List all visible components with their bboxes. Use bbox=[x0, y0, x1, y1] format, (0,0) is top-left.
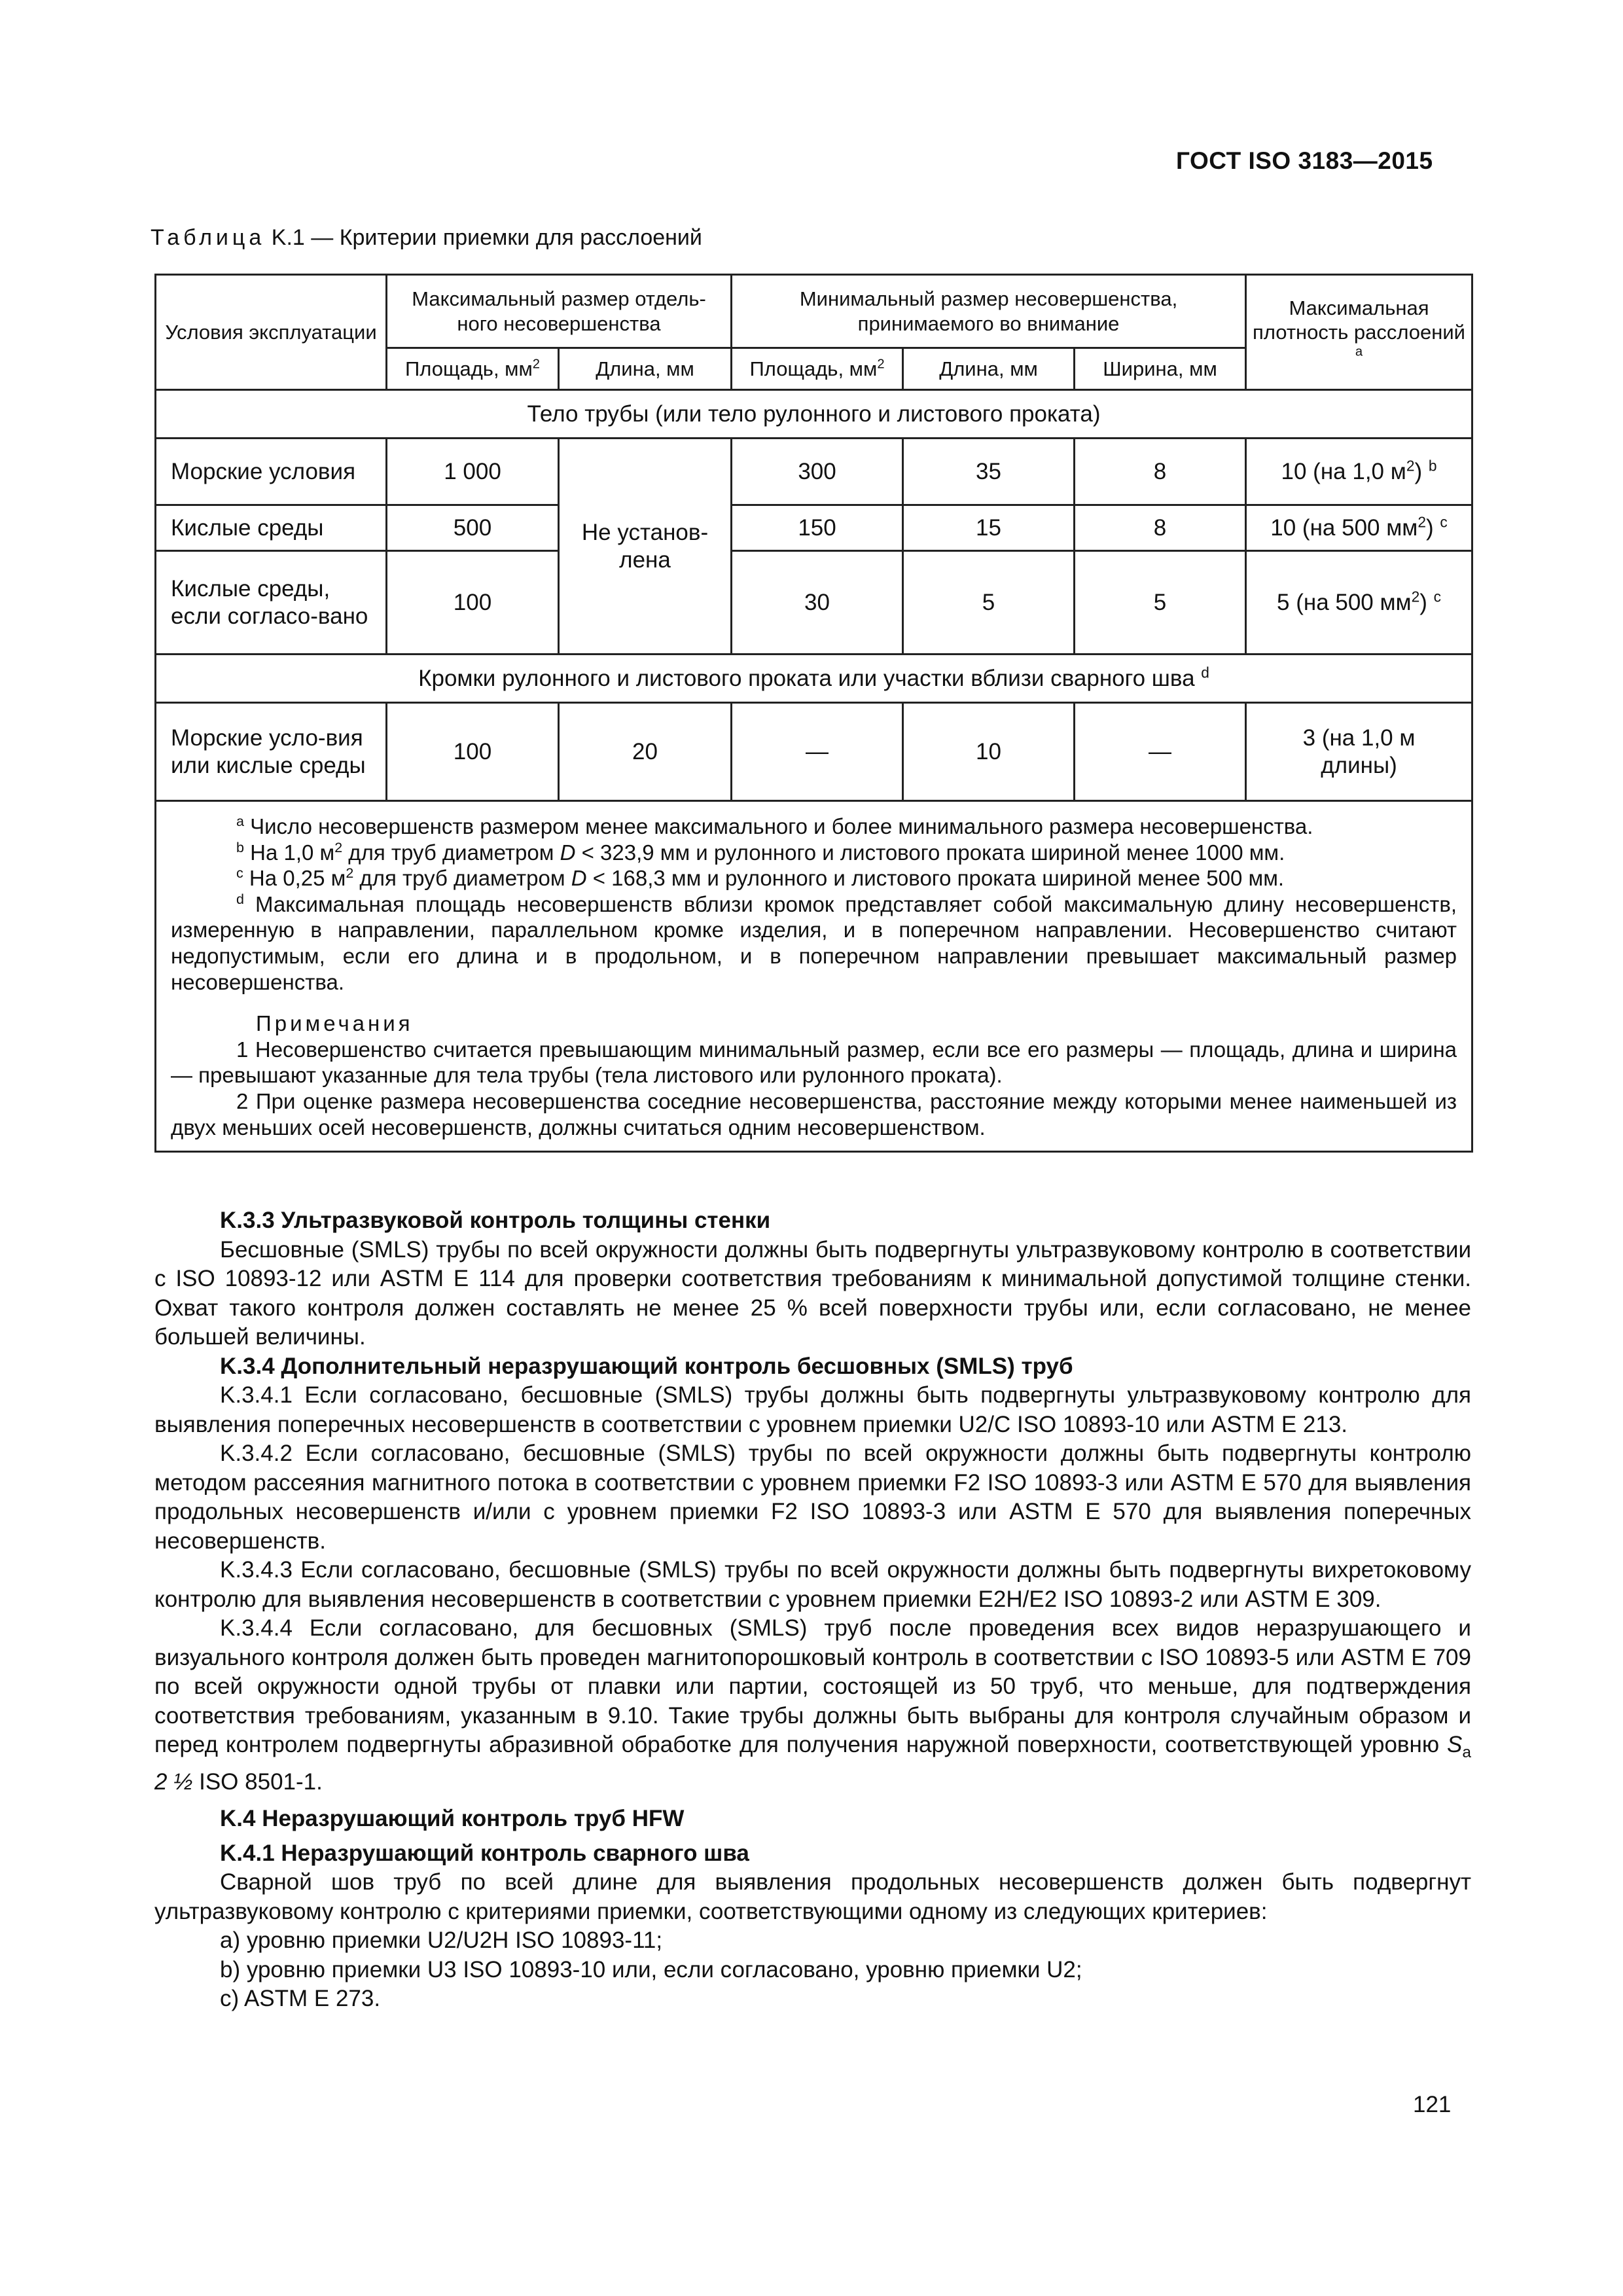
row-length: 20 bbox=[559, 703, 732, 801]
row-density: 3 (на 1,0 м длины) bbox=[1246, 703, 1472, 801]
row-min-width: 5 bbox=[1075, 551, 1246, 655]
page-number: 121 bbox=[1413, 2092, 1452, 2117]
table-row bbox=[156, 505, 1472, 551]
table-row bbox=[156, 551, 1472, 655]
row-min-width: — bbox=[1075, 703, 1246, 801]
row-min-area: — bbox=[732, 703, 903, 801]
row-area: 100 bbox=[387, 551, 559, 655]
table-caption bbox=[151, 225, 702, 251]
note-1: 1 Несовершенство считается превышающим минимальный размер, если все его размеры — площадь, длина и ширина — превышают указанные для тела трубы (тела листового или рулонного проката). bbox=[171, 1037, 1457, 1088]
section-edges: Кромки рулонного и листового проката или участки вблизи сварного шва $^d$ bbox=[156, 655, 1472, 703]
header-length: Длина, мм bbox=[559, 348, 732, 390]
row-condition: Кислые среды, если согласо-вано bbox=[156, 551, 387, 655]
table-caption-title: K.1 — Критерии приемки для расслоений bbox=[271, 225, 702, 250]
row-area: 1 000 bbox=[387, 439, 559, 505]
section-pipe-body: Тело трубы (или тело рулонного и листового проката) bbox=[156, 390, 1472, 439]
table-row bbox=[156, 439, 1472, 505]
row-condition: Кислые среды bbox=[156, 505, 387, 551]
row-min-area: 300 bbox=[732, 439, 903, 505]
row-min-length: 10 bbox=[903, 703, 1075, 801]
header-min-area: Площадь, $мм^2$ bbox=[732, 348, 903, 390]
clause-k344: K.3.4.4 Если согласовано, для бесшовных (SMLS) труб после проведения всех видов неразрушающего и визуального контроля должен быть проведен магнитопорошковый контроль в соответствии с ISO 10893-5 или ASTM E 709 по всей окружности одной трубы от плавки или партии, состоящей из 50 труб, что меньше, для подтверждения соответствия требованиям, указанным в 9.10. Такие трубы должны быть выбраны для контроля случайным образом и перед контролем подвергнуты абразивной обработке для получения наружной поверхности, соответствующей уровню $S_a$ 2 ½ ISO 8501-1. bbox=[154, 1615, 1471, 1795]
row-min-length: 5 bbox=[903, 551, 1075, 655]
document-code: ГОСТ ISO 3183—2015 bbox=[1176, 147, 1433, 174]
header-max-density: Максимальная плотность расслоений $^a$ bbox=[1246, 275, 1472, 390]
row-density: 5 (на 500 $мм^2$) $^c$ bbox=[1246, 551, 1472, 655]
clause-k343: K.3.4.3 Если согласовано, бесшовные (SMLS) трубы по всей окружности должны быть подвергнуты вихретоковому контролю для выявления несовершенств в соответствии с уровнем приемки E2H/E2 ISO 10893-2 или ASTM E 309. bbox=[154, 1557, 1471, 1612]
row-min-area: 150 bbox=[732, 505, 903, 551]
row-area: 500 bbox=[387, 505, 559, 551]
clause-k342: K.3.4.2 Если согласовано, бесшовные (SMLS) трубы по всей окружности должны быть подвергнуты контролю методом рассеяния магнитного потока в соответствии с уровнем приемки F2 ISO 10893-3 или ASTM E 570 для выявления продольных несовершенств и/или с уровнем приемки F2 ISO 10893-3 или ASTM E 570 для выявления поперечных несовершенств. bbox=[154, 1441, 1471, 1554]
list-item: a) уровню приемки U2/U2H ISO 10893-11; bbox=[220, 1928, 663, 1953]
row-min-width: 8 bbox=[1075, 505, 1246, 551]
list-item: c) ASTM E 273. bbox=[220, 1986, 381, 2011]
header-min-length: Длина, мм bbox=[903, 348, 1075, 390]
row-min-length: 15 bbox=[903, 505, 1075, 551]
footnote-b: $^b$ На 1,0 $м^2$ для труб диаметром D < 323,9 мм и рулонного и листового проката шириной менее 1000 мм. bbox=[236, 839, 1285, 865]
section-k33-text: Бесшовные (SMLS) трубы по всей окружности должны быть подвергнуты ультразвуковому контролю в соответствии с ISO 10893-12 или ASTM E 114 для проверки соответствия требованиям к минимальной допустимой толщине стенки. Охват такого контроля должен составлять не менее 25 % всей поверхности трубы или, если согласовано, не менее большей величины. bbox=[154, 1236, 1471, 1350]
body-text bbox=[154, 1206, 1471, 2014]
table-caption-prefix: Таблица bbox=[151, 225, 266, 250]
note-2: 2 При оценке размера несовершенства соседние несовершенства, расстояние между которыми менее наименьшей из двух меньших осей несовершенств, должны считаться одним несовершенством. bbox=[171, 1088, 1457, 1139]
section-k33-title: K.3.3 Ультразвуковой контроль толщины стенки bbox=[220, 1208, 771, 1233]
footnote-a: $^a$ Число несовершенств размером менее максимального и более минимального размера несовершенства. bbox=[236, 814, 1313, 838]
clause-k341: K.3.4.1 Если согласовано, бесшовные (SMLS) трубы должны быть подвергнуты ультразвуковому контролю для выявления поперечных несовершенств в соответствии с уровнем приемки U2/C ISO 10893-10 или ASTM E 213. bbox=[154, 1382, 1471, 1437]
row-min-area: 30 bbox=[732, 551, 903, 655]
header-max-size: Максимальный размер отдель-ного несовершенства bbox=[387, 275, 732, 348]
section-k34-title: K.3.4 Дополнительный неразрушающий контроль бесшовных (SMLS) труб bbox=[220, 1353, 1073, 1379]
notes-title: Примечания bbox=[256, 1011, 414, 1036]
footnote-d: $^d$ Максимальная площадь несовершенств вблизи кромок представляет собой максимальную длину несовершенств, измеренную в направлении, параллельном кромке изделия, и в поперечном направлении. Несовершенство считают недопустимым, если его длина и в продольном, и в поперечном направлении превышает максимальный размер несовершенства. bbox=[171, 891, 1457, 994]
not-set-cell: Не установ-лена bbox=[559, 439, 732, 655]
header-min-size: Минимальный размер несовершенства, принимаемого во внимание bbox=[732, 275, 1246, 348]
row-condition: Морские условия bbox=[156, 439, 387, 505]
row-min-length: 35 bbox=[903, 439, 1075, 505]
section-k4-title: K.4 Неразрушающий контроль труб HFW bbox=[220, 1806, 685, 1831]
header-min-width: Ширина, мм bbox=[1075, 348, 1246, 390]
list-item: b) уровню приемки U3 ISO 10893-10 или, если согласовано, уровню приемки U2; bbox=[220, 1956, 1082, 1982]
section-k41-title: K.4.1 Неразрушающий контроль сварного шва bbox=[220, 1840, 749, 1866]
section-k41-text: Сварной шов труб по всей длине для выявления продольных несовершенств должен быть подвергнут ультразвуковому контролю с критериями приемки, соответствующими одному из следующих критериев: bbox=[154, 1869, 1471, 1924]
header-conditions: Условия эксплуатации bbox=[156, 275, 387, 390]
row-min-width: 8 bbox=[1075, 439, 1246, 505]
footnote-c: $^c$ На 0,25 $м^2$ для труб диаметром D < 168,3 мм и рулонного и листового проката шириной менее 500 мм. bbox=[236, 865, 1285, 891]
table-notes bbox=[156, 801, 1472, 1152]
acceptance-table bbox=[154, 274, 1471, 1153]
row-density: 10 (на 1,0 $м^2$) $^b$ bbox=[1246, 439, 1472, 505]
row-density: 10 (на 500 $мм^2$) $^c$ bbox=[1246, 505, 1472, 551]
header-area: Площадь, $мм^2$ bbox=[387, 348, 559, 390]
row-area: 100 bbox=[387, 703, 559, 801]
table-row bbox=[156, 703, 1472, 801]
row-condition: Морские усло-вия или кислые среды bbox=[156, 703, 387, 801]
